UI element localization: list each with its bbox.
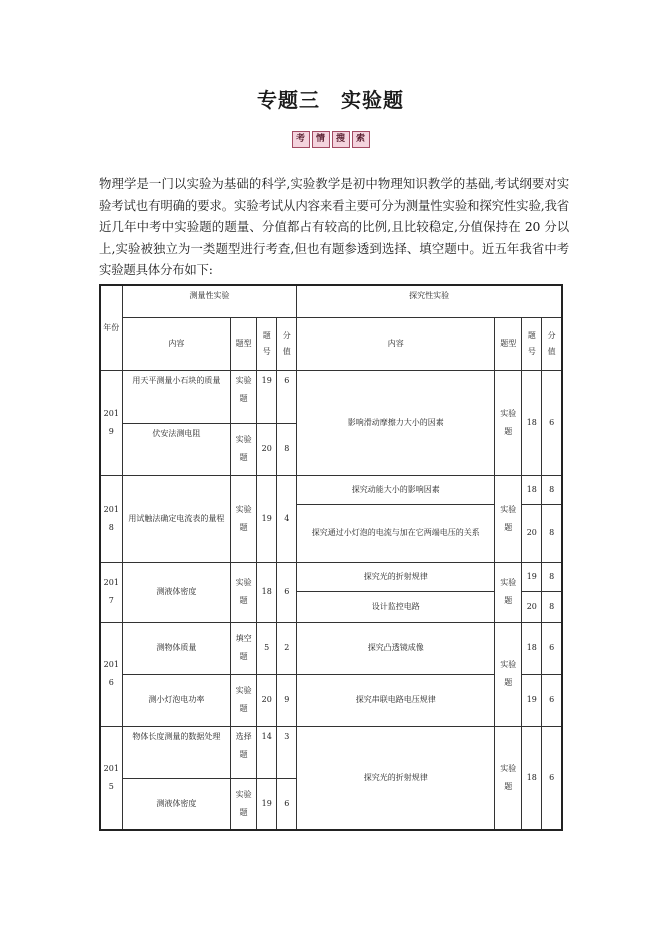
measure-type: 实验题 (231, 423, 257, 475)
measure-number: 18 (257, 562, 277, 622)
measure-number: 5 (257, 622, 277, 674)
explore-type: 实验题 (495, 726, 522, 830)
explore-number: 20 (522, 504, 542, 562)
explore-number: 18 (522, 726, 542, 830)
explore-score: 8 (542, 504, 562, 562)
measure-content: 伏安法测电阻 (122, 423, 230, 475)
measure-score: 6 (277, 370, 297, 423)
header-year: 年份 (100, 285, 122, 370)
explore-score: 6 (542, 370, 562, 475)
measure-type: 实验题 (231, 674, 257, 726)
explore-score: 8 (542, 591, 562, 622)
header-number: 题号 (257, 317, 277, 370)
measure-score: 2 (277, 622, 297, 674)
measure-number: 14 (257, 726, 277, 778)
measure-number: 20 (257, 674, 277, 726)
measure-number: 19 (257, 475, 277, 562)
explore-type: 实验题 (495, 370, 522, 475)
exam-distribution-table (99, 284, 563, 831)
header-content: 内容 (122, 317, 230, 370)
header-type: 题型 (495, 317, 522, 370)
year-cell: 2017 (100, 562, 122, 622)
header-measure-group: 测量性实验 (122, 285, 297, 317)
header-number: 题号 (522, 317, 542, 370)
header-score: 分值 (277, 317, 297, 370)
header-content: 内容 (297, 317, 495, 370)
explore-type: 实验题 (495, 475, 522, 562)
explore-score: 6 (542, 622, 562, 674)
intro-paragraph: 物理学是一门以实验为基础的科学,实验教学是初中物理知识教学的基础,考试纲要对实验考试也有明确的要求。实验考试从内容来看主要可分为测量性实验和探究性实验,我省近几年中考中实验题的题量、分值都占有较高的比例,且比较稳定,分值保持在 20 分以上,实验被独立为一类题型进行考查,但也有题参透到选择、填空题中。近五年我省中考实验题具体分布如下: (99, 176, 569, 277)
year-cell: 2018 (100, 475, 122, 562)
explore-type: 实验题 (495, 622, 522, 726)
measure-content: 物体长度测量的数据处理 (122, 726, 230, 778)
explore-content: 探究光的折射规律 (297, 562, 495, 591)
explore-score: 6 (542, 674, 562, 726)
measure-type: 实验题 (231, 370, 257, 423)
explore-content: 探究凸透镜成像 (297, 622, 495, 674)
explore-score: 6 (542, 726, 562, 830)
badge-char: 搜 (332, 131, 350, 148)
measure-type: 实验题 (231, 562, 257, 622)
explore-content: 探究光的折射规律 (297, 726, 495, 830)
measure-score: 3 (277, 726, 297, 778)
header-explore-group: 探究性实验 (297, 285, 562, 317)
section-badge (0, 131, 661, 148)
header-type: 题型 (231, 317, 257, 370)
explore-content: 设计监控电路 (297, 591, 495, 622)
measure-type: 填空题 (231, 622, 257, 674)
year-cell: 2015 (100, 726, 122, 830)
measure-score: 6 (277, 562, 297, 622)
explore-type: 实验题 (495, 562, 522, 622)
badge-char: 情 (312, 131, 330, 148)
explore-score: 8 (542, 562, 562, 591)
measure-type: 实验题 (231, 475, 257, 562)
measure-content: 用天平测量小石块的质量 (122, 370, 230, 423)
badge-char: 考 (292, 131, 310, 148)
badge-char: 索 (352, 131, 370, 148)
explore-number: 18 (522, 622, 542, 674)
measure-type: 选择题 (231, 726, 257, 778)
explore-content: 影响滑动摩擦力大小的因素 (297, 370, 495, 475)
measure-type: 实验题 (231, 778, 257, 830)
measure-score: 8 (277, 423, 297, 475)
measure-content: 测小灯泡电功率 (122, 674, 230, 726)
explore-number: 18 (522, 370, 542, 475)
explore-number: 19 (522, 674, 542, 726)
year-cell: 2016 (100, 622, 122, 726)
measure-score: 4 (277, 475, 297, 562)
header-score: 分值 (542, 317, 562, 370)
explore-number: 18 (522, 475, 542, 504)
explore-score: 8 (542, 475, 562, 504)
explore-number: 20 (522, 591, 542, 622)
measure-score: 6 (277, 778, 297, 830)
page-title: 专题三 实验题 (257, 88, 404, 112)
measure-content: 测液体密度 (122, 778, 230, 830)
explore-content: 探究通过小灯泡的电流与加在它两端电压的关系 (297, 504, 495, 562)
measure-number: 19 (257, 778, 277, 830)
measure-content: 测液体密度 (122, 562, 230, 622)
measure-score: 9 (277, 674, 297, 726)
explore-content: 探究串联电路电压规律 (297, 674, 495, 726)
measure-content: 用试触法确定电流表的量程 (122, 475, 230, 562)
measure-number: 19 (257, 370, 277, 423)
measure-content: 测物体质量 (122, 622, 230, 674)
explore-number: 19 (522, 562, 542, 591)
year-cell: 2019 (100, 370, 122, 475)
explore-content: 探究动能大小的影响因素 (297, 475, 495, 504)
measure-number: 20 (257, 423, 277, 475)
